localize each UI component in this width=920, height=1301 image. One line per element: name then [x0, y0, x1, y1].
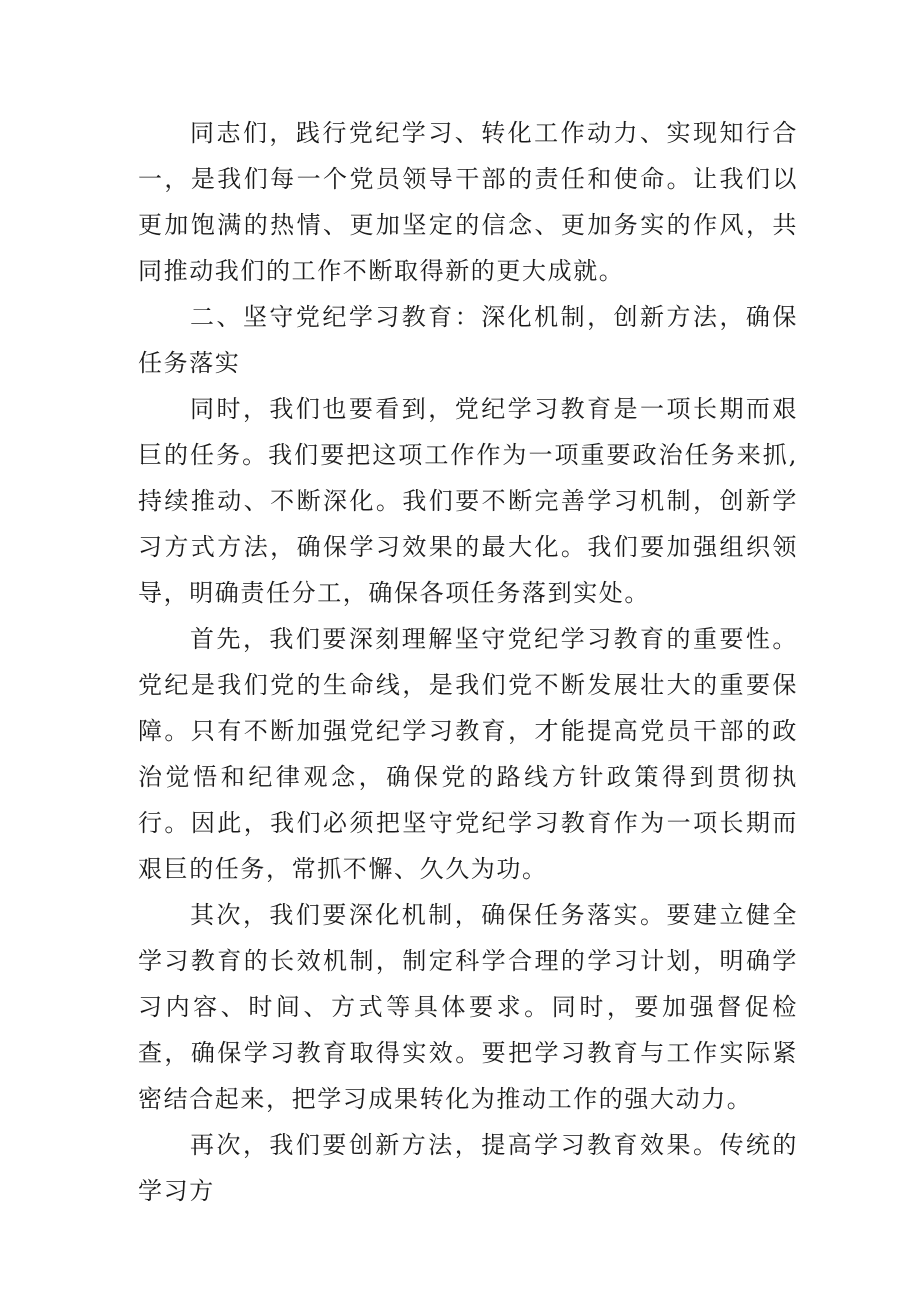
paragraph-first: 首先，我们要深刻理解坚守党纪学习教育的重要性。党纪是我们党的生命线，是我们党不断发展壮大的重要保障。只有不断加强党纪学习教育，才能提高党员干部的政治觉悟和纪律观念，确保党的路线方针政策得到贯彻执行。因此，我们必须把坚守党纪学习教育作为一项长期而艰巨的任务，常抓不懈、久久为功。 [138, 625, 798, 883]
paragraph-meanwhile: 同时，我们也要看到，党纪学习教育是一项长期而艰巨的任务。我们要把这项工作作为一项重要政治任务来抓,持续推动、不断深化。我们要不断完善学习机制，创新学习方式方法，确保学习效果的最大化。我们要加强组织领导，明确责任分工，确保各项任务落到实处。 [138, 395, 798, 607]
document-body [138, 110, 798, 1214]
paragraph-closing-appeal: 同志们，践行党纪学习、转化工作动力、实现知行合一，是我们每一个党员领导干部的责任和使命。让我们以更加饱满的热情、更加坚定的信念、更加务实的作风，共同推动我们的工作不断取得新的更大成就。 [138, 119, 798, 285]
paragraph-second: 其次，我们要深化机制，确保任务落实。要建立健全学习教育的长效机制，制定科学合理的学习计划，明确学习内容、时间、方式等具体要求。同时，要加强督促检查，确保学习教育取得实效。要把学习教育与工作实际紧密结合起来，把学习成果转化为推动工作的强大动力。 [138, 901, 798, 1113]
paragraph-third: 再次，我们要创新方法，提高学习教育效果。传统的学习方 [138, 1131, 798, 1205]
section-heading-two: 二、坚守党纪学习教育：深化机制，创新方法，确保任务落实 [138, 303, 798, 377]
